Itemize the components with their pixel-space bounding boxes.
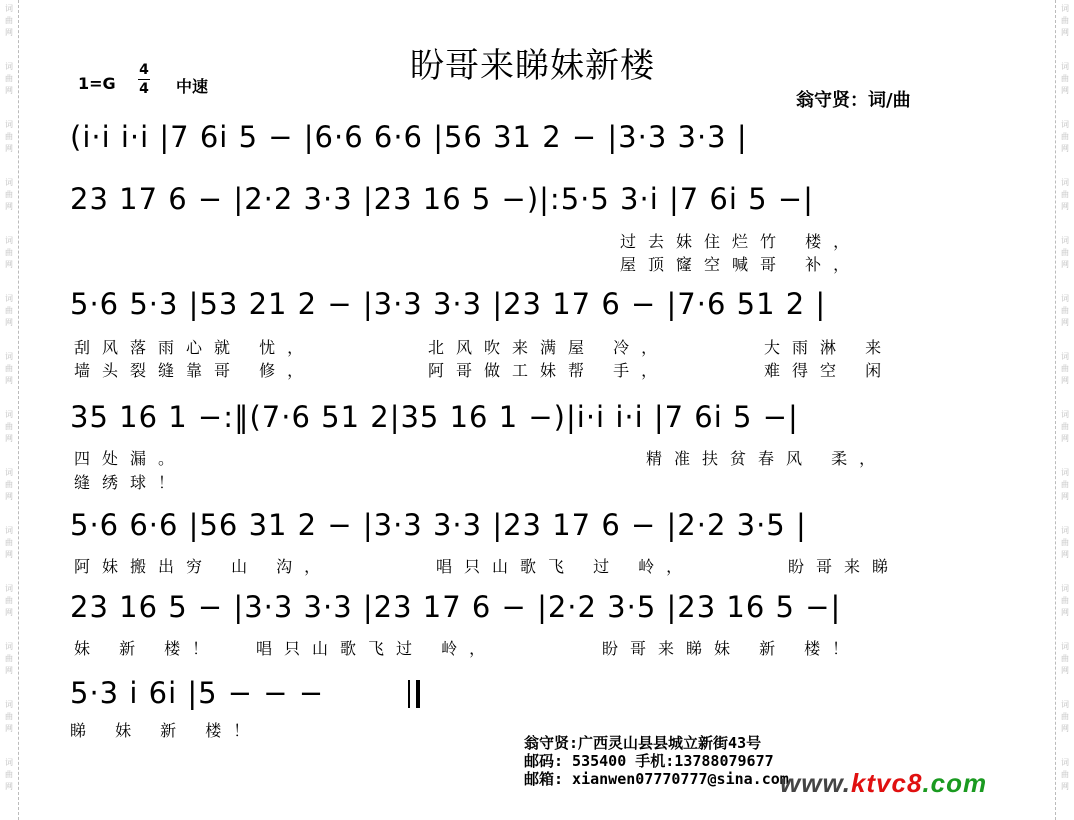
side-watermark-char: 曲 xyxy=(1061,480,1069,489)
site-watermark-logo xyxy=(780,768,987,799)
lyric-verse2-line2: 墙头裂缝靠哥 修， xyxy=(74,361,316,380)
lyric-verse1-line2: 刮风落雨心就 忧， xyxy=(74,338,316,357)
side-watermark-char: 词 xyxy=(1061,352,1069,361)
side-watermark-char: 曲 xyxy=(5,770,13,779)
lyric-line-7b: 唱只山歌飞过 岭， xyxy=(256,639,498,658)
side-watermark-char: 网 xyxy=(1061,608,1069,617)
side-watermark-char: 网 xyxy=(1061,28,1069,37)
side-watermark-char: 网 xyxy=(5,318,13,327)
side-watermark-char: 曲 xyxy=(1061,654,1069,663)
side-watermark-char: 曲 xyxy=(1061,190,1069,199)
side-watermark-char: 词 xyxy=(5,410,13,419)
side-watermark-char: 词 xyxy=(1061,526,1069,535)
notation-line-3: 5·6 5·3 |53 21 2 − |3·3 3·3 |23 17 6 − |7·6 51 2 | xyxy=(70,287,827,321)
side-watermark-char: 词 xyxy=(5,120,13,129)
side-watermark-char: 网 xyxy=(5,144,13,153)
side-watermark-char: 曲 xyxy=(5,74,13,83)
notation-line-4: 35 16 1 −:‖(7·6 51 2|35 16 1 −)|i·i i·i |7 6i 5 −| xyxy=(70,400,799,434)
side-watermark-char: 词 xyxy=(5,294,13,303)
key-signature: 1=G xyxy=(78,74,116,93)
side-watermark-char: 词 xyxy=(1061,700,1069,709)
side-watermark-char: 网 xyxy=(5,86,13,95)
side-watermark-char: 词 xyxy=(5,62,13,71)
side-watermark-char: 曲 xyxy=(5,16,13,25)
side-watermark-char: 网 xyxy=(1061,666,1069,675)
side-watermark-char: 曲 xyxy=(1061,248,1069,257)
side-watermark-char: 网 xyxy=(1061,724,1069,733)
side-watermark-char: 网 xyxy=(5,202,13,211)
side-watermark-char: 词 xyxy=(1061,236,1069,245)
side-watermark-char: 曲 xyxy=(5,248,13,257)
lyric-verse1-line4: 大雨淋 来 xyxy=(764,338,894,357)
song-title: 盼哥来睇妹新楼 xyxy=(410,46,655,86)
side-watermark-char: 网 xyxy=(1061,144,1069,153)
side-watermark-char: 网 xyxy=(5,376,13,385)
lyric-line-refrain-start: 精准扶贫春风 柔， xyxy=(646,449,888,468)
side-watermark-char: 曲 xyxy=(1061,770,1069,779)
side-watermark-char: 词 xyxy=(5,642,13,651)
side-watermark-char: 曲 xyxy=(1061,422,1069,431)
notation-line-1: (i·i i·i |7 6i 5 − |6·6 6·6 |56 31 2 − |3·3 3·3 | xyxy=(70,120,748,154)
side-watermark-char: 词 xyxy=(5,352,13,361)
side-watermark-char: 曲 xyxy=(5,596,13,605)
side-watermark-char: 网 xyxy=(1061,434,1069,443)
side-watermark-char: 词 xyxy=(5,468,13,477)
lyric-verse2-line1: 屋顶窿空喊哥 补， xyxy=(620,255,862,274)
side-watermark-char: 曲 xyxy=(5,132,13,141)
side-watermark-char: 网 xyxy=(5,260,13,269)
side-watermark-char: 网 xyxy=(1061,260,1069,269)
lyric-verse2-line5: 缝绣球！ xyxy=(74,473,187,492)
side-watermark-char: 词 xyxy=(5,758,13,767)
contact-email: 邮箱: xianwen07770777@sina.com xyxy=(524,770,789,788)
side-watermark-char: 曲 xyxy=(1061,538,1069,547)
side-watermark-char: 词 xyxy=(5,4,13,13)
side-watermark-char: 词 xyxy=(1061,120,1069,129)
side-watermark-char: 网 xyxy=(5,782,13,791)
side-watermark-char: 曲 xyxy=(5,712,13,721)
side-watermark-char: 曲 xyxy=(5,364,13,373)
lyric-line-7c: 盼哥来睇妹 新 楼！ xyxy=(602,639,861,658)
side-watermark-char: 网 xyxy=(1061,376,1069,385)
author-credit: 翁守贤：词/曲 xyxy=(796,90,911,111)
side-watermark-char: 词 xyxy=(5,526,13,535)
lyric-verse2-line3: 阿哥做工妹帮 手， xyxy=(428,361,670,380)
lyric-verse1-line1: 过去妹住烂竹 楼， xyxy=(620,232,862,251)
tempo-marking: 中速 xyxy=(176,77,209,96)
time-signature xyxy=(138,62,150,97)
side-watermark-char: 词 xyxy=(5,178,13,187)
side-watermark-char: 词 xyxy=(1061,4,1069,13)
side-watermark-char: 曲 xyxy=(1061,306,1069,315)
side-watermark-char: 曲 xyxy=(5,422,13,431)
side-watermark-char: 曲 xyxy=(5,654,13,663)
side-watermark-char: 网 xyxy=(1061,782,1069,791)
side-watermark-char: 网 xyxy=(5,434,13,443)
side-watermark-char: 词 xyxy=(1061,62,1069,71)
time-signature-bottom: 4 xyxy=(139,81,149,97)
side-watermark-char: 网 xyxy=(1061,86,1069,95)
side-watermark-char: 曲 xyxy=(5,190,13,199)
right-watermark-strip xyxy=(1055,0,1074,820)
lyric-line-6c: 盼哥来睇 xyxy=(788,557,901,576)
side-watermark-char: 网 xyxy=(5,608,13,617)
notation-line-2: 23 17 6 − |2·2 3·3 |23 16 5 −)|:5·5 3·i |7 6i 5 −| xyxy=(70,182,814,216)
side-watermark-char: 网 xyxy=(5,550,13,559)
side-watermark-char: 词 xyxy=(1061,410,1069,419)
side-watermark-char: 词 xyxy=(5,584,13,593)
side-watermark-char: 网 xyxy=(5,666,13,675)
side-watermark-char: 网 xyxy=(1061,492,1069,501)
watermark-brand: ktvc8 xyxy=(850,768,923,798)
time-signature-top: 4 xyxy=(139,62,149,78)
lyric-line-6b: 唱只山歌飞 过 岭， xyxy=(436,557,695,576)
side-watermark-char: 曲 xyxy=(1061,132,1069,141)
watermark-tld: .com xyxy=(922,768,988,798)
side-watermark-char: 曲 xyxy=(5,480,13,489)
notation-line-5: 5·6 6·6 |56 31 2 − |3·3 3·3 |23 17 6 − |2·2 3·5 | xyxy=(70,508,807,542)
side-watermark-char: 词 xyxy=(1061,294,1069,303)
side-watermark-char: 曲 xyxy=(1061,712,1069,721)
notation-line-7: 5·3 i 6i |5 − − − xyxy=(70,676,325,710)
lyric-verse1-line5: 四处漏。 xyxy=(74,449,187,468)
side-watermark-char: 曲 xyxy=(1061,74,1069,83)
side-watermark-char: 曲 xyxy=(1061,16,1069,25)
side-watermark-char: 词 xyxy=(1061,758,1069,767)
final-barline xyxy=(408,680,420,708)
side-watermark-char: 网 xyxy=(1061,550,1069,559)
side-watermark-char: 曲 xyxy=(5,538,13,547)
side-watermark-char: 曲 xyxy=(5,306,13,315)
side-watermark-char: 网 xyxy=(5,492,13,501)
notation-line-6: 23 16 5 − |3·3 3·3 |23 17 6 − |2·2 3·5 |23 16 5 −| xyxy=(70,590,842,624)
side-watermark-char: 网 xyxy=(5,28,13,37)
side-watermark-char: 词 xyxy=(1061,178,1069,187)
side-watermark-char: 词 xyxy=(5,700,13,709)
contact-address: 翁守贤:广西灵山县县城立新街43号 xyxy=(524,734,762,752)
side-watermark-char: 词 xyxy=(5,236,13,245)
time-signature-bar xyxy=(138,79,150,80)
lyric-line-7a: 妹 新 楼！ xyxy=(74,639,221,658)
left-watermark-strip xyxy=(0,0,19,820)
lyric-line-8: 睇 妹 新 楼！ xyxy=(70,721,262,740)
side-watermark-char: 曲 xyxy=(1061,364,1069,373)
side-watermark-char: 网 xyxy=(1061,318,1069,327)
contact-postcode-phone: 邮码: 535400 手机:13788079677 xyxy=(524,752,774,770)
side-watermark-char: 词 xyxy=(1061,584,1069,593)
side-watermark-char: 网 xyxy=(5,724,13,733)
side-watermark-char: 词 xyxy=(1061,468,1069,477)
watermark-www: www. xyxy=(780,768,851,798)
lyric-verse2-line4: 难得空 闲 xyxy=(764,361,894,380)
lyric-verse1-line3: 北风吹来满屋 冷， xyxy=(428,338,670,357)
side-watermark-char: 曲 xyxy=(1061,596,1069,605)
lyric-line-6a: 阿妹搬出穷 山 沟， xyxy=(74,557,333,576)
side-watermark-char: 词 xyxy=(1061,642,1069,651)
side-watermark-char: 网 xyxy=(1061,202,1069,211)
